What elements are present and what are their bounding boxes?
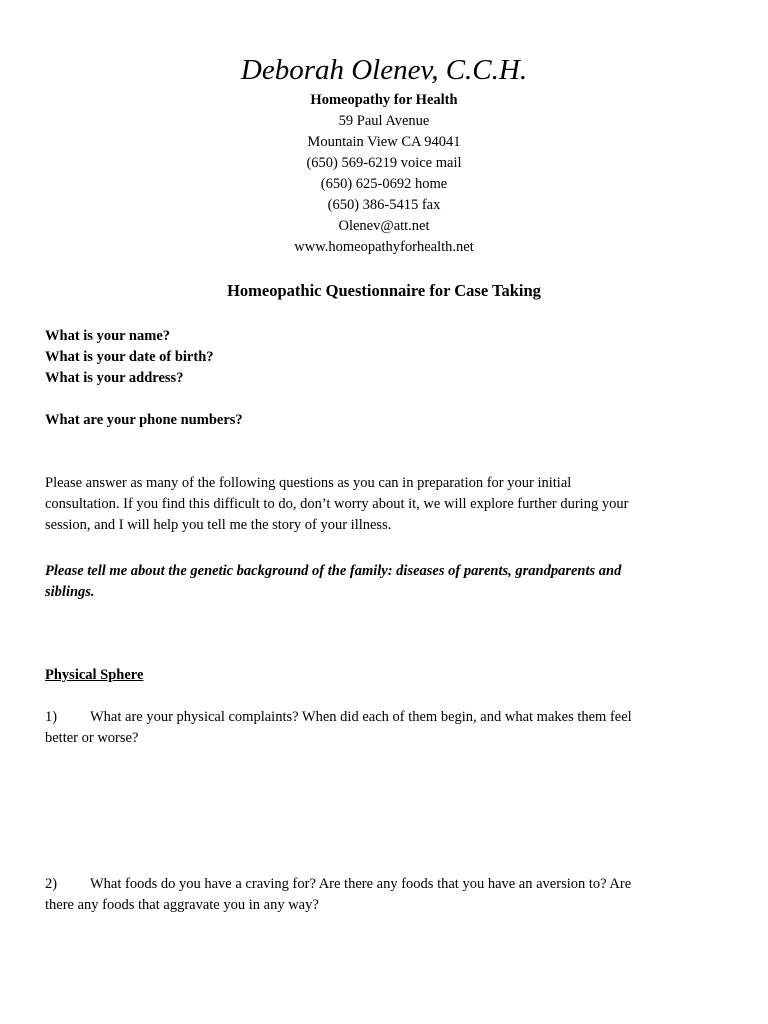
website-url: www.homeopathyforhealth.net: [294, 239, 474, 255]
physical-sphere-heading: Physical Sphere: [45, 667, 144, 683]
voice-mail-phone: (650) 569-6219 voice mail: [306, 155, 462, 171]
genetic-background-prompt: [45, 561, 735, 603]
street-address: 59 Paul Avenue: [338, 113, 430, 129]
questionnaire-title: Homeopathic Questionnaire for Case Taking: [227, 281, 541, 300]
question-1-line-1: What are your physical complaints? When did each of them begin, and what makes them feel: [90, 709, 632, 725]
intro-line-1: Please answer as many of the following questions as you can in preparation for your initial: [45, 475, 572, 491]
name-question: What is your name?: [45, 328, 171, 344]
question-1-number: 1): [45, 709, 58, 725]
basic-questions: [45, 326, 735, 389]
address-question: What is your address?: [45, 370, 184, 386]
question-1-line-2: better or worse?: [45, 730, 139, 746]
question-2-line-2: there any foods that aggravate you in any way?: [45, 897, 319, 913]
intro-line-3: session, and I will help you tell me the story of your illness.: [45, 517, 392, 533]
dob-question: What is your date of birth?: [45, 349, 214, 365]
organization-name: Homeopathy for Health: [310, 92, 458, 108]
intro-paragraph: [45, 473, 735, 536]
question-2: [45, 874, 735, 916]
home-phone: (650) 625-0692 home: [320, 176, 448, 192]
genetic-line-2: siblings.: [45, 584, 95, 600]
question-2-number: 2): [45, 876, 58, 892]
intro-line-2: consultation. If you find this difficult to do, don’t worry about it, we will explore further during your: [45, 496, 629, 512]
fax-number: (650) 386-5415 fax: [327, 197, 441, 213]
question-1: [45, 707, 735, 749]
genetic-line-1: Please tell me about the genetic background of the family: diseases of parents, grandparents and: [45, 563, 622, 579]
practitioner-name: Deborah Olenev, C.C.H.: [240, 54, 528, 86]
physical-sphere-heading-wrap: [45, 665, 735, 686]
question-2-line-1: What foods do you have a craving for? Are there any foods that you have an aversion to? Are: [90, 876, 632, 892]
city-address: Mountain View CA 94041: [307, 134, 461, 150]
contact-block: [0, 90, 768, 258]
phone-question: What are your phone numbers?: [45, 412, 243, 428]
email-address: Olenev@att.net: [338, 218, 430, 234]
